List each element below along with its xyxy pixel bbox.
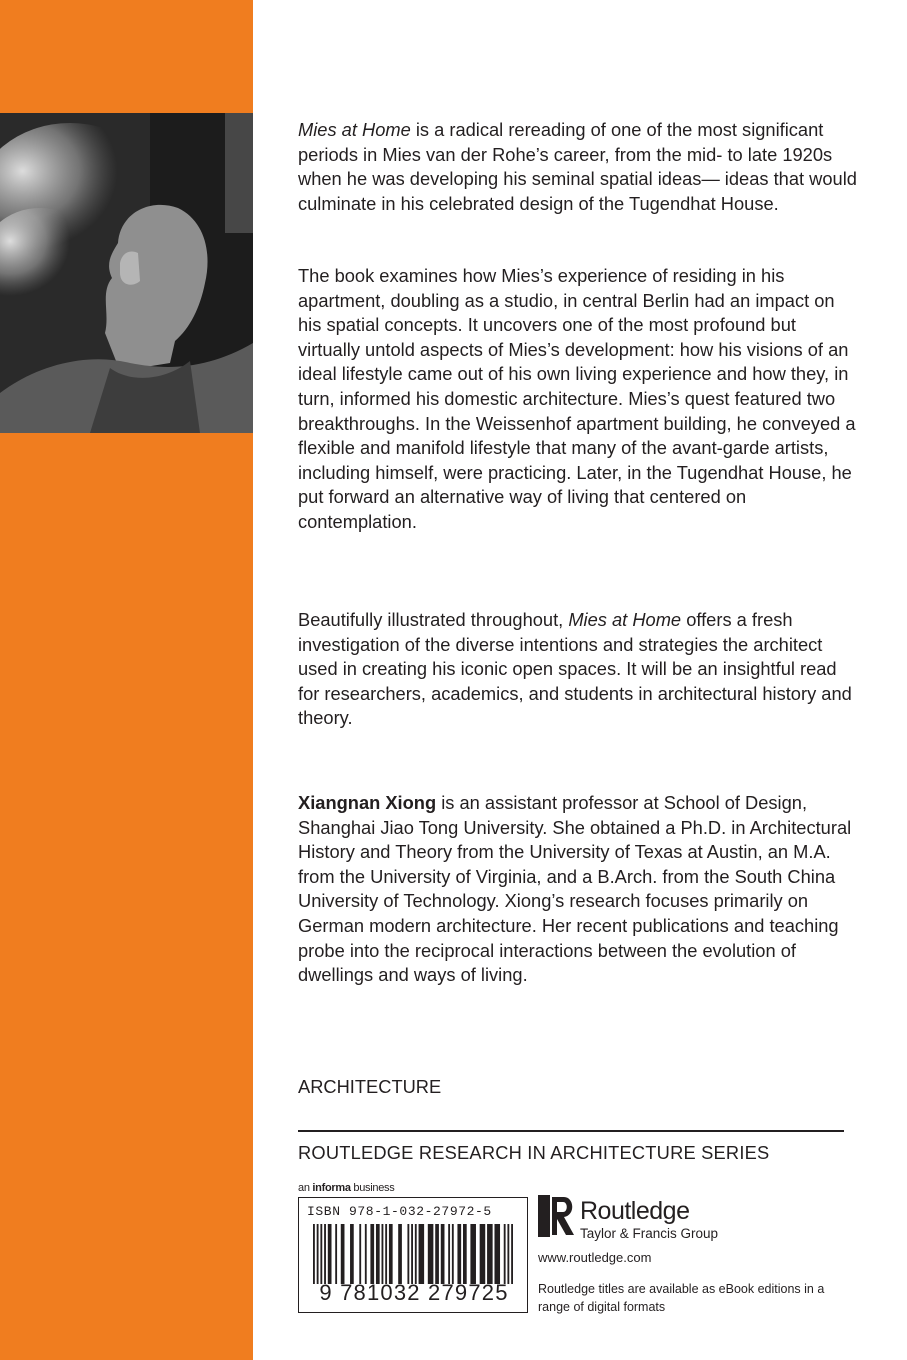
description-paragraph-1 <box>298 118 858 216</box>
divider-rule <box>298 1130 844 1132</box>
author-bio-paragraph <box>298 791 858 988</box>
barcode-bar <box>494 1224 500 1284</box>
ebook-note: Routledge titles are available as eBook editions in a range of digital formats <box>538 1282 825 1314</box>
barcode-bar <box>407 1224 409 1284</box>
isbn-barcode <box>298 1197 528 1313</box>
publisher-name: Routledge <box>580 1197 690 1225</box>
barcode-bar <box>441 1224 445 1284</box>
barcode-bar <box>350 1224 354 1284</box>
informa-brand: informa <box>312 1182 351 1194</box>
barcode-bar <box>487 1224 493 1284</box>
barcode-bar <box>507 1224 509 1284</box>
barcode-bar <box>452 1224 454 1284</box>
isbn-digits: 9 781032 279725 <box>319 1280 509 1305</box>
description-paragraph-3 <box>298 608 858 731</box>
description-text: is a radical rereading of one of the most significant periods in Mies van der Rohe’s career, from the mid- to late 1920s when he was developing his seminal spatial ideas— ideas that would culminate in his celebrated design of the Tugendhat House. <box>298 119 857 214</box>
book-title-italic: Mies at Home <box>568 609 682 630</box>
barcode-bar <box>324 1224 326 1284</box>
barcode-bar <box>328 1224 332 1284</box>
barcode-bar <box>389 1224 393 1284</box>
photo-of-man-smoking-icon <box>0 113 253 433</box>
description-paragraph-2: The book examines how Mies’s experience of residing in his apartment, doubling as a studio, in central Berlin had an impact on his spatial concepts. It uncovers one of the most profound but virtually untold aspects of Mies’s development: how his visions of an ideal lifestyle came out of his own living experience and how they, in turn, informed his domestic architecture. Mies’s quest featured two breakthroughs. In the Weissenhof apartment building, he conveyed a flexible and manifold lifestyle that many of the avant-garde artists, including himself, were practicing. Later, in the Tugendhat House, he put forward an alternative way of living that centered on contemplation. <box>298 265 856 532</box>
barcode-bar <box>470 1224 476 1284</box>
barcode-bar <box>313 1224 315 1284</box>
author-bio-text: is an assistant professor at School of Design, Shanghai Jiao Tong University. She obtained a Ph.D. in Architectural History and Theory from the University of Texas at Austin, an M.A. from the University of Virginia, and a B.Arch. from the South China University of Technology. Xiong’s research focuses primarily on German modern architecture. Her recent publications and teaching probe into the reciprocal interactions between the evolution of dwellings and ways of living. <box>298 792 852 986</box>
barcode-bar <box>419 1224 425 1284</box>
barcode-bar <box>415 1224 417 1284</box>
series-name: ROUTLEDGE RESEARCH IN ARCHITECTURE SERIES <box>298 1142 770 1163</box>
barcode-bar <box>320 1224 322 1284</box>
publisher-group: Taylor & Francis Group <box>580 1226 719 1241</box>
informa-business-label <box>298 1182 394 1195</box>
informa-prefix: an <box>298 1182 313 1194</box>
barcode-bar <box>511 1224 513 1284</box>
barcode-bar <box>428 1224 434 1284</box>
barcode-bar <box>435 1224 439 1284</box>
barcode-bar <box>317 1224 319 1284</box>
description-text: Beautifully illustrated throughout, <box>298 609 569 630</box>
barcode-bar <box>335 1224 337 1284</box>
barcode-bar <box>463 1224 467 1284</box>
barcode-bar <box>376 1224 380 1284</box>
author-photo <box>0 113 253 433</box>
barcode-bar <box>457 1224 461 1284</box>
barcode-bar <box>398 1224 402 1284</box>
book-title-italic: Mies at Home <box>298 119 411 140</box>
subject-category: ARCHITECTURE <box>298 1076 442 1097</box>
publisher-url[interactable]: www.routledge.com <box>538 1250 652 1265</box>
barcode-bar <box>448 1224 450 1284</box>
barcode-bar <box>480 1224 486 1284</box>
barcode-bar <box>504 1224 506 1284</box>
barcode-bar <box>385 1224 387 1284</box>
barcode-bar <box>359 1224 361 1284</box>
isbn-label: ISBN 978-1-032-27972-5 <box>307 1204 492 1219</box>
informa-suffix: business <box>350 1182 395 1194</box>
description-text: offers a fresh investigation of the diverse intentions and strategies the architect used in creating his iconic open spaces. It will be an insightful read for researchers, academics, and students in architectural history and theory. <box>298 609 852 729</box>
barcode-bar <box>382 1224 384 1284</box>
barcode-bar <box>411 1224 413 1284</box>
barcode-bar <box>341 1224 345 1284</box>
barcode-bar <box>370 1224 374 1284</box>
barcode-bars-icon <box>313 1224 513 1284</box>
routledge-r-logo-icon <box>538 1195 578 1237</box>
author-name: Xiangnan Xiong <box>298 792 437 813</box>
barcode-bar <box>365 1224 367 1284</box>
